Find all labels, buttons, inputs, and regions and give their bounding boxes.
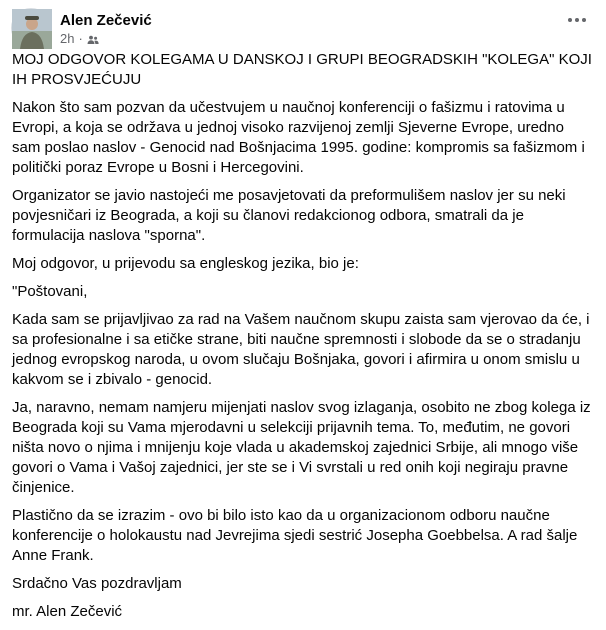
post-header (11, 6, 595, 50)
more-horizontal-icon-dot (582, 18, 586, 22)
post-text (12, 50, 594, 630)
post-paragraph: Plastično da se izrazim - ovo bi bilo isto kao da u organizacionom odboru naučne konferencije o holokaustu nad Jevrejima sjedi sestrić Josepha Goebbelsa. A rad šalje Anne Frank. (12, 507, 578, 564)
post-paragraph: Organizator se javio nastojeći me posavjetovati da preformulišem naslov jer su neki povjesničari iz Beograda, a koji su članovi redakcionog odbora, smatrali da je formulacija naslova "sporna". (12, 187, 566, 244)
post-paragraph: Nakon što sam pozvan da učestvujem u naučnoj konferenciji o fašizmu i ratovima u Evropi, a koja se održava u jednoj visoko razvijenoj zemlji Sjeverne Evrope, uredno sam poslao naslov - Genocid nad Bošnjacima 1995. godine: kompromis sa fašizmom i politički poraz Evrope u Bosni i Hercegovini. (12, 99, 585, 176)
post-meta (60, 32, 99, 46)
post-signature: mr. Alen Zečević (12, 603, 123, 620)
more-horizontal-icon (568, 18, 572, 22)
avatar-image (12, 9, 52, 49)
post-timestamp[interactable]: 2h (60, 31, 75, 46)
avatar[interactable] (11, 8, 51, 48)
post-headline: MOJ ODGOVOR KOLEGAMA U DANSKOJ I GRUPI BEOGRADSKIH "KOLEGA" KOJI IH PROSVJEĆUJU (12, 51, 592, 88)
author-name[interactable]: Alen Zečević (60, 12, 152, 29)
post-paragraph: Kada sam se prijavljivao za rad na Vašem naučnom skupu zaista sam vjerovao da će, i sa profesionalne i sa etičke strane, biti naučne spremnosti i slobode da se o stradanju jednog evropskog naroda, u ovom slučaju Bošnjaka, govori i afirmira u onom smislu u kakvom se i zbivalo - genocid. (12, 311, 590, 388)
more-options-button[interactable] (563, 10, 591, 30)
meta-separator: · (78, 31, 83, 46)
post-paragraph: Srdačno Vas pozdravljam (12, 575, 182, 592)
post-paragraph: "Poštovani, (12, 283, 88, 300)
more-horizontal-icon-dot (575, 18, 579, 22)
friends-icon[interactable] (87, 33, 99, 45)
post-paragraph: Ja, naravno, nemam namjeru mijenjati naslov svog izlaganja, osobito ne zbog kolega iz Beograda koji su Vama mjerodavni u selekciji prijavnih tema. To, međutim, ne govori ništa novo o njima i mnijenju koje vlada u akademskoj zajednici Srbije, ali mnogo više govori o Vama i Vašoj zajednici, jer ste se i Vi svrstali u red onih koji negiraju pravne činjenice. (12, 399, 591, 496)
post-paragraph: Moj odgovor, u prijevodu sa engleskog jezika, bio je: (12, 255, 359, 272)
